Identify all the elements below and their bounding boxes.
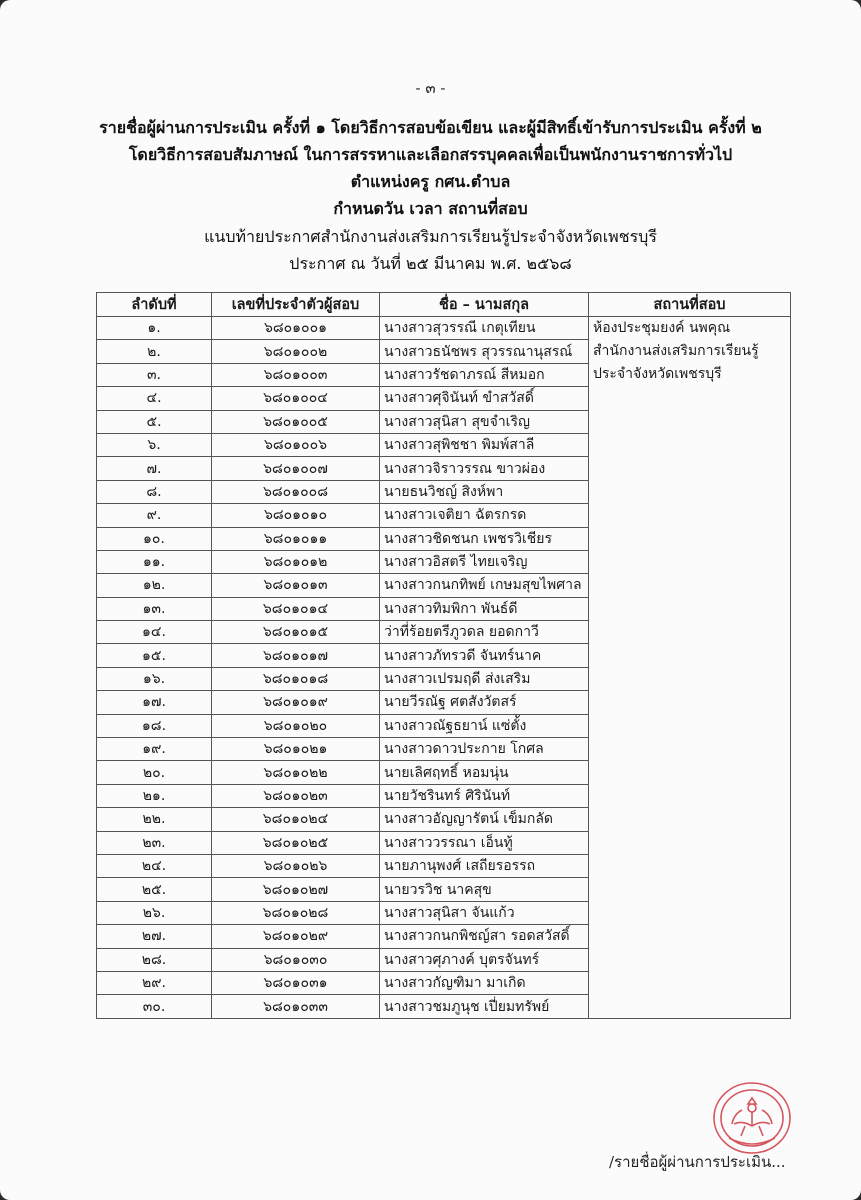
row-name: นางสาวเปรมฤดี ส่งเสริม: [380, 667, 589, 690]
row-name: นางสาวจิราวรรณ ขาวผ่อง: [380, 457, 589, 480]
row-name: นางสาวกนกพิชญ์สา รอดสวัสดิ์: [380, 925, 589, 948]
venue-line: สำนักงานส่งเสริมการเรียนรู้: [593, 343, 759, 359]
row-exam-id: ๖๘๐๑๐๑๕: [212, 621, 380, 644]
row-exam-id: ๖๘๐๑๐๒๑: [212, 738, 380, 761]
row-seq: ๑๖.: [97, 667, 212, 690]
row-exam-id: ๖๘๐๑๐๑๐: [212, 504, 380, 527]
continuation-note: /รายชื่อผู้ผ่านการประเมิน...: [609, 1153, 786, 1171]
row-name: นางสาวอัญญารัตน์ เข็มกลัด: [380, 808, 589, 831]
row-name: นางสาวกัญฑิมา มาเกิด: [380, 971, 589, 994]
row-exam-id: ๖๘๐๑๐๑๑: [212, 527, 380, 550]
venue-line: ประจำจังหวัดเพชรบุรี: [593, 366, 722, 382]
row-exam-id: ๖๘๐๑๐๒๘: [212, 901, 380, 924]
venue-cell: [589, 317, 791, 1019]
row-name: นางสาวสุนิสา สุขจำเริญ: [380, 410, 589, 433]
row-name: นายธนวิชญ์ สิงห์พา: [380, 480, 589, 503]
row-exam-id: ๖๘๐๑๐๐๓: [212, 363, 380, 386]
row-exam-id: ๖๘๐๑๐๑๔: [212, 597, 380, 620]
row-exam-id: ๖๘๐๑๐๑๙: [212, 691, 380, 714]
table-body: [97, 317, 791, 1019]
row-name: นางสาวรัชดาภรณ์ สีหมอก: [380, 363, 589, 386]
row-seq: ๑๑.: [97, 550, 212, 573]
row-name: นางสาวดาวประกาย โกศล: [380, 738, 589, 761]
row-exam-id: ๖๘๐๑๐๐๕: [212, 410, 380, 433]
row-seq: ๒๑.: [97, 784, 212, 807]
row-seq: ๑๓.: [97, 597, 212, 620]
row-seq: ๓๐.: [97, 995, 212, 1018]
header-seq: ลำดับที่: [97, 293, 212, 317]
row-exam-id: ๖๘๐๑๐๐๒: [212, 340, 380, 363]
row-name: นางสาวทิมพิกา พันธ์ดี: [380, 597, 589, 620]
row-name: นายเลิศฤทธิ์ หอมนุ่น: [380, 761, 589, 784]
row-exam-id: ๖๘๐๑๐๒๙: [212, 925, 380, 948]
title-line-1: รายชื่อผู้ผ่านการประเมิน ครั้งที่ ๑ โดยวิธีการสอบข้อเขียน และผู้มีสิทธิ์เข้ารับการประเมิน ครั้งที่ ๒: [99, 118, 762, 137]
row-seq: ๒.: [97, 340, 212, 363]
row-name: นายภานุพงศ์ เสถียรอรรถ: [380, 854, 589, 877]
row-seq: ๗.: [97, 457, 212, 480]
row-seq: ๒๘.: [97, 948, 212, 971]
row-exam-id: ๖๘๐๑๐๐๑: [212, 317, 380, 340]
row-seq: ๑๐.: [97, 527, 212, 550]
row-name: นางสาวภัทรวดี จันทร์นาค: [380, 644, 589, 667]
row-seq: ๒๐.: [97, 761, 212, 784]
row-exam-id: ๖๘๐๑๐๒๔: [212, 808, 380, 831]
row-name: นางสาวชิดชนก เพชรวิเชียร: [380, 527, 589, 550]
garuda-seal-icon: [709, 1078, 795, 1158]
row-name: นางสาวสุพิชชา พิมพ์สาลี: [380, 433, 589, 456]
row-seq: ๑๗.: [97, 691, 212, 714]
row-name: นางสาวชมภูนุช เปี่ยมทรัพย์: [380, 995, 589, 1018]
row-exam-id: ๖๘๐๑๐๐๖: [212, 433, 380, 456]
venue-line: ห้องประชุมยงค์ นพคุณ: [593, 320, 731, 336]
header-exam-id: เลขที่ประจำตัวผู้สอบ: [212, 293, 380, 317]
page-number: - ๓ -: [415, 79, 446, 97]
row-exam-id: ๖๘๐๑๐๓๐: [212, 948, 380, 971]
row-seq: ๑.: [97, 317, 212, 340]
row-exam-id: ๖๘๐๑๐๓๑: [212, 971, 380, 994]
row-name: นางสาวอิสตรี ไทยเจริญ: [380, 550, 589, 573]
subtitle-line-1: แนบท้ายประกาศสำนักงานส่งเสริมการเรียนรู้ประจำจังหวัดเพชรบุรี: [204, 227, 657, 246]
header-name: ชื่อ – นามสกุล: [380, 293, 589, 317]
header-venue: สถานที่สอบ: [589, 293, 791, 317]
title-line-3: ตำแหน่งครู กศน.ตำบล: [350, 172, 511, 191]
row-seq: ๖.: [97, 433, 212, 456]
row-seq: ๓.: [97, 363, 212, 386]
row-name: นางสาวณัฐธยาน์ แซ่ตั้ง: [380, 714, 589, 737]
row-seq: ๒๔.: [97, 854, 212, 877]
row-exam-id: ๖๘๐๑๐๐๘: [212, 480, 380, 503]
candidate-table: [96, 292, 791, 1019]
row-seq: ๘.: [97, 480, 212, 503]
row-name: นางสาวเจติยา ฉัตรกรด: [380, 504, 589, 527]
row-seq: ๒๖.: [97, 901, 212, 924]
row-seq: ๕.: [97, 410, 212, 433]
row-seq: ๒๒.: [97, 808, 212, 831]
row-seq: ๑๒.: [97, 574, 212, 597]
row-seq: ๑๕.: [97, 644, 212, 667]
row-seq: ๙.: [97, 504, 212, 527]
row-seq: ๑๙.: [97, 738, 212, 761]
row-exam-id: ๖๘๐๑๐๒๐: [212, 714, 380, 737]
row-exam-id: ๖๘๐๑๐๒๗: [212, 878, 380, 901]
row-name: นางสาวสุนิสา จันแก้ว: [380, 901, 589, 924]
row-seq: ๒๙.: [97, 971, 212, 994]
row-name: นางสาวธนัชพร สุวรรณานุสรณ์: [380, 340, 589, 363]
title-line-4: กำหนดวัน เวลา สถานที่สอบ: [333, 199, 528, 218]
subtitle-line-2: ประกาศ ณ วันที่ ๒๕ มีนาคม พ.ศ. ๒๕๖๘: [289, 254, 572, 273]
row-exam-id: ๖๘๐๑๐๒๒: [212, 761, 380, 784]
row-exam-id: ๖๘๐๑๐๑๘: [212, 667, 380, 690]
row-name: นางสาวกนกทิพย์ เกษมสุขไพศาล: [380, 574, 589, 597]
row-exam-id: ๖๘๐๑๐๑๗: [212, 644, 380, 667]
row-name: นายวรวิช นาคสุข: [380, 878, 589, 901]
table-row: [97, 317, 791, 340]
row-exam-id: ๖๘๐๑๐๑๒: [212, 550, 380, 573]
row-name: ว่าที่ร้อยตรีภูวดล ยอดกาวี: [380, 621, 589, 644]
row-name: นางสาวศุภางค์ บุตรจันทร์: [380, 948, 589, 971]
row-seq: ๔.: [97, 387, 212, 410]
row-exam-id: ๖๘๐๑๐๐๔: [212, 387, 380, 410]
row-seq: ๑๘.: [97, 714, 212, 737]
row-name: นายวีรณัฐ ศตสังวัตสร์: [380, 691, 589, 714]
row-exam-id: ๖๘๐๑๐๓๓: [212, 995, 380, 1018]
row-exam-id: ๖๘๐๑๐๐๗: [212, 457, 380, 480]
row-seq: ๒๕.: [97, 878, 212, 901]
title-line-2: โดยวิธีการสอบสัมภาษณ์ ในการสรรหาและเลือกสรรบุคคลเพื่อเป็นพนักงานราชการทั่วไป: [128, 145, 733, 164]
row-seq: ๒๓.: [97, 831, 212, 854]
row-name: นางสาวสุวรรณี เกตุเทียน: [380, 317, 589, 340]
table-header-row: [97, 293, 791, 317]
row-exam-id: ๖๘๐๑๐๒๕: [212, 831, 380, 854]
row-exam-id: ๖๘๐๑๐๑๓: [212, 574, 380, 597]
row-name: นายวัชรินทร์ ศิรินันท์: [380, 784, 589, 807]
row-seq: ๒๗.: [97, 925, 212, 948]
row-name: นางสาวศุจินันท์ ขำสวัสดิ์: [380, 387, 589, 410]
row-name: นางสาววรรณา เอ็นทู้: [380, 831, 589, 854]
row-exam-id: ๖๘๐๑๐๒๖: [212, 854, 380, 877]
row-exam-id: ๖๘๐๑๐๒๓: [212, 784, 380, 807]
row-seq: ๑๔.: [97, 621, 212, 644]
